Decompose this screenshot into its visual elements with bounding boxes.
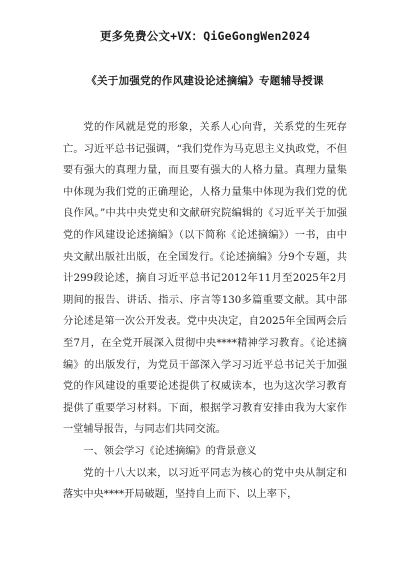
intro-paragraph: 党的作风就是党的形象，关系人心向背，关系党的生死存亡。习近平总书记强调，“我们党作为马克思主义执政党，不但要有强大的真理力量，而且要有强大的人格力量。真理力量集中体现为我们党的正确理论，人格力量集中体现为我们党的优良作风。”中共中央党史和文献研究院编辑的《习近平关于加强党的作风建设论述摘编》（以下简称《论述摘编》）一书，由中央文献出版社出版，在全国发行。《论述摘编》分9个专题，共计299段论述，摘自习近平总书记2012年11月至2025年2月期间的报告、讲话、指示、序言等130多篇重要文献。其中部分论述是第一次公开发表。党中央决定，自2025年全国两会后至7月，在全党开展深入贯彻中央****精神学习教育。《论述摘编》的出版发行，为党员干部深入学习习近平总书记关于加强党的作风建设的重要论述提供了权威读本，也为这次学习教育提供了重要学习材料。下面，根据学习教育安排由我为大家作一堂辅导报告，与同志们共同交流。 xyxy=(63,122,347,436)
section-heading: 一、领会学习《论述摘编》的背景意义 xyxy=(83,445,257,457)
promo-header: 更多免费公文+VX：QiGeGongWen2024 xyxy=(99,29,311,43)
document-title: 《关于加强党的作风建设论述摘编》专题辅导授课 xyxy=(86,75,324,87)
section-paragraph: 党的十八大以来，以习近平同志为核心的党中央从制定和落实中央****开局破题，坚持自上而下、以上率下， xyxy=(63,467,347,501)
document-body xyxy=(63,117,347,506)
